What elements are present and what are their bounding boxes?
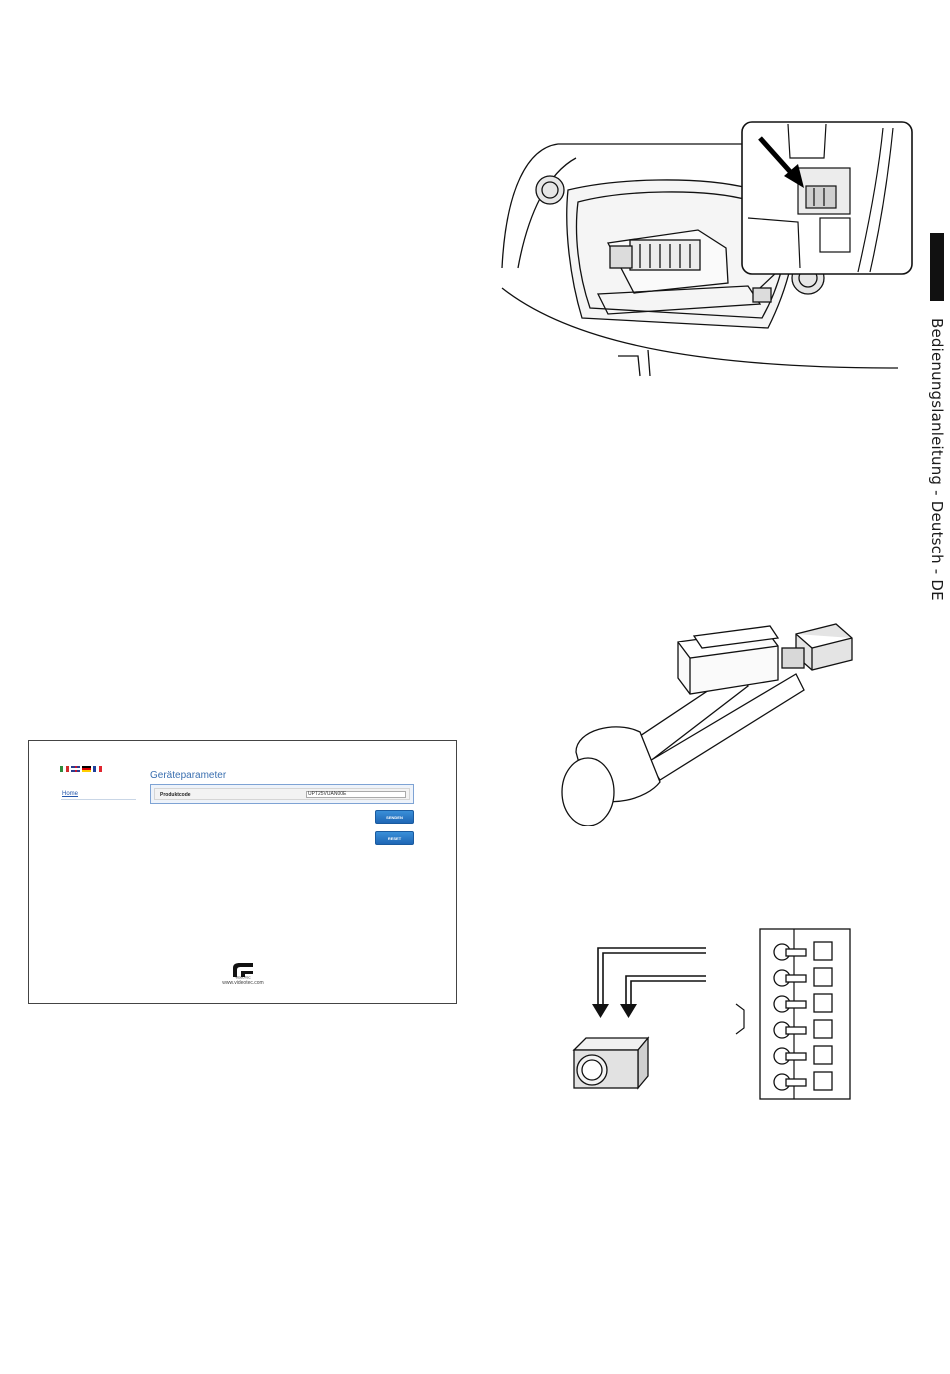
- videotec-logo-icon: [231, 962, 255, 979]
- cable-connector-illustration: [556, 612, 866, 826]
- page-title: Geräteparameter: [150, 770, 227, 781]
- device-parameters-box: [150, 784, 414, 804]
- sidebar-divider: [61, 799, 136, 800]
- flag-en-icon[interactable]: [71, 766, 80, 772]
- dome-housing-illustration: [498, 118, 918, 380]
- section-marker-bar: [930, 233, 944, 301]
- manual-language-label: Bedienungslanleitung - Deutsch - DE: [928, 318, 946, 601]
- reset-button[interactable]: RESET: [375, 831, 414, 845]
- logo-text: VIDEOTEC: [235, 975, 251, 979]
- website-url: www.videotec.com: [222, 980, 264, 986]
- web-ui-screenshot: [28, 740, 457, 1004]
- parameter-row: [154, 788, 410, 800]
- language-flags: [60, 766, 102, 772]
- product-code-label: Produktcode: [160, 792, 191, 798]
- product-code-field[interactable]: UPT25VUAN00E: [306, 791, 406, 798]
- send-button[interactable]: SENDEN: [375, 810, 414, 824]
- sidebar-item-home[interactable]: Home: [62, 791, 79, 797]
- flag-de-icon[interactable]: [82, 766, 91, 772]
- flag-fr-icon[interactable]: [93, 766, 102, 772]
- flag-it-icon[interactable]: [60, 766, 69, 772]
- wiring-diagram-illustration: [560, 924, 856, 1102]
